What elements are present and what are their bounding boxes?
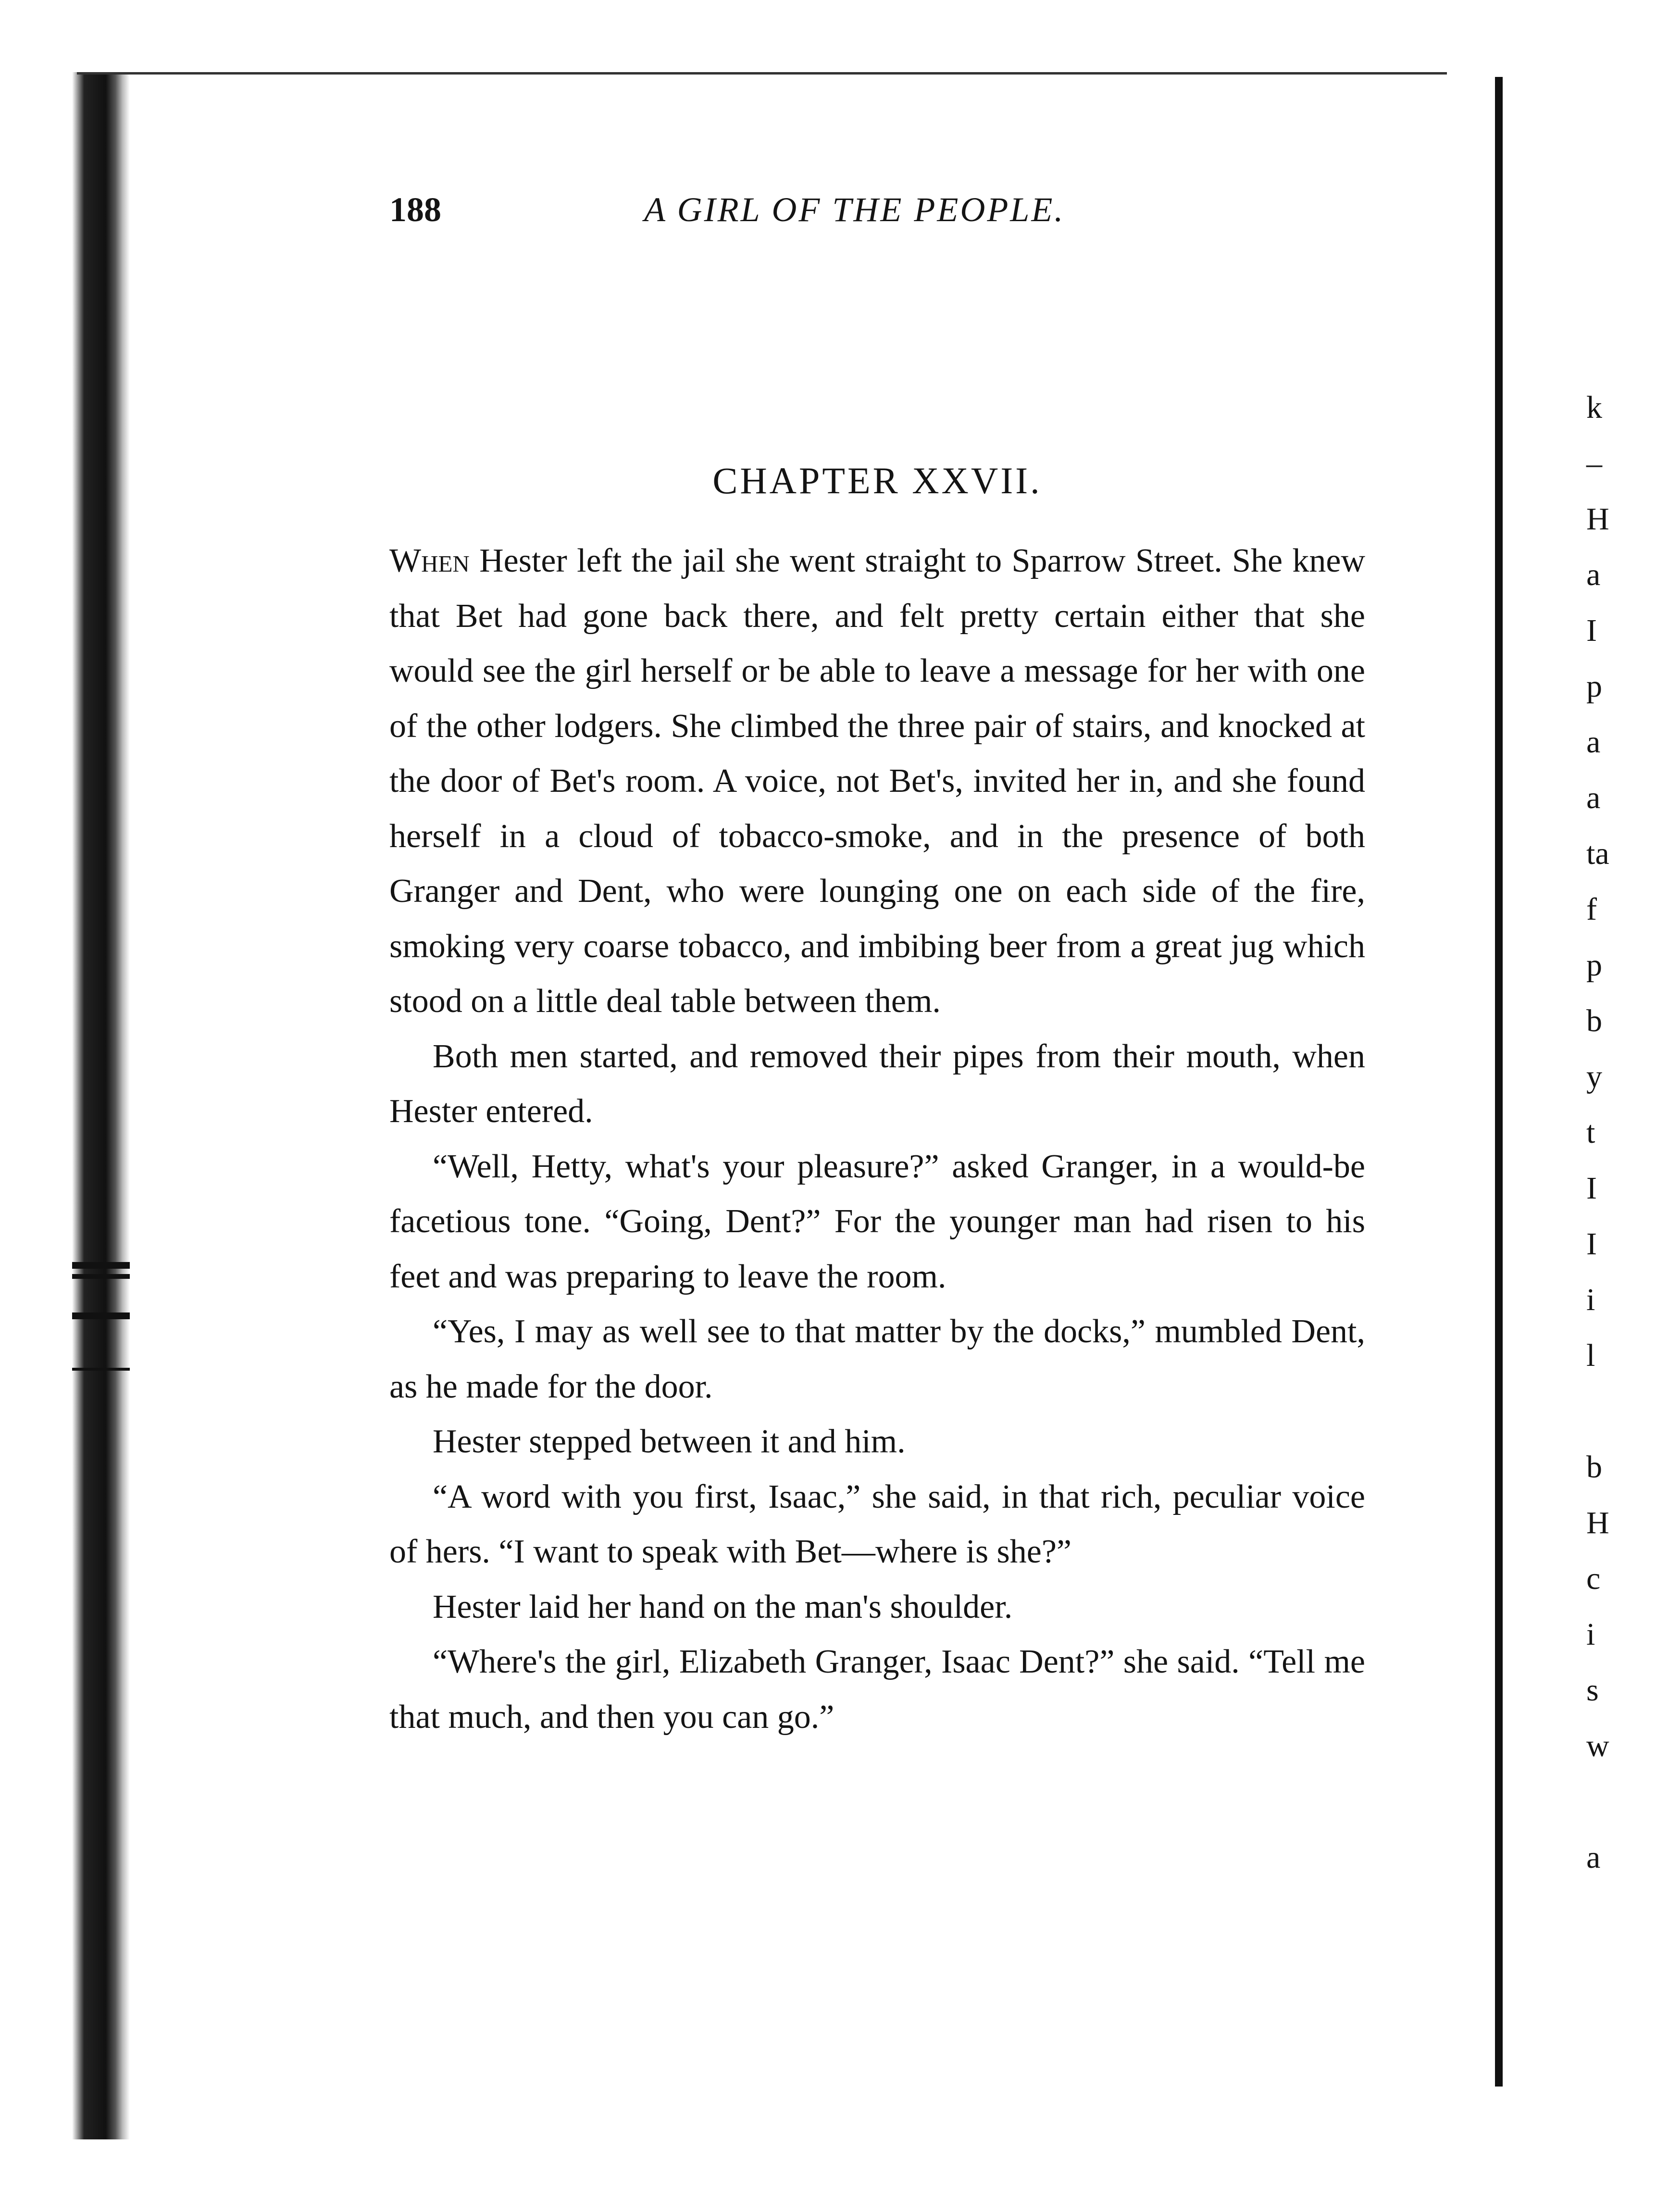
running-title: A GIRL OF THE PEOPLE. (644, 190, 1065, 229)
paragraph: “Well, Hetty, what's your pleasure?” asked Granger, in a would-be facetious tone. “Going, Dent?” For the younger man had risen to his feet and was preparing to leave the room. (389, 1148, 1365, 1295)
binding-mark (72, 1262, 130, 1269)
next-page-fragment: – (1586, 446, 1602, 481)
chapter-title: CHAPTER XXVII. (712, 460, 1042, 501)
next-page-fragments (1586, 380, 1644, 1886)
next-page-fragment: H (1586, 1505, 1609, 1540)
next-page-fragment: I (1586, 1171, 1597, 1206)
gutter-rule (1495, 77, 1503, 2087)
paragraph-text: Hester left the jail she went straight to Sparrow Street. She knew that Bet had gone back there, and felt pretty certain either that she would see the girl herself or be able to leave a message for her with one of the other lodgers. She climbed the three pair of stairs, and knocked at the door of Bet's room. A voice, not Bet's, invited her in, and she found herself in a cloud of tobacco-smoke, and in the presence of both Granger and Dent, who were lounging one on each side of the fire, smoking very coarse tobacco, and imbibing beer from a great jug which stood on a little deal table between them. (389, 542, 1365, 1020)
next-page-fragment: y (1586, 1059, 1602, 1094)
paragraph (389, 534, 1365, 1029)
paragraph: “Where's the girl, Elizabeth Granger, Isaac Dent?” she said. “Tell me that much, and then you can go.” (389, 1643, 1365, 1736)
binding-mark (72, 1274, 130, 1279)
next-page-fragment: a (1586, 725, 1601, 760)
next-page-fragment: b (1586, 1450, 1602, 1485)
paragraph-lead-word: When (389, 542, 470, 579)
book-binding-edge (72, 72, 130, 2139)
next-page-fragment: I (1586, 1226, 1597, 1262)
next-page-fragment: a (1586, 557, 1601, 592)
next-page-fragment: I (1586, 613, 1597, 648)
next-page-fragment: f (1586, 892, 1597, 927)
next-page-fragment: H (1586, 501, 1609, 537)
next-page-fragment: k (1586, 390, 1602, 425)
paragraph: “Yes, I may as well see to that matter by the docks,” mumbled Dent, as he made for the door. (389, 1313, 1365, 1405)
next-page-fragment (1586, 1774, 1644, 1830)
next-page-fragment: ta (1586, 836, 1609, 871)
paragraph: Hester laid her hand on the man's shoulder. (433, 1588, 1013, 1625)
binding-mark (72, 1312, 130, 1319)
next-page-fragment: b (1586, 1003, 1602, 1038)
next-page-fragment: a (1586, 780, 1601, 815)
next-page-fragment: p (1586, 948, 1602, 983)
running-head (389, 190, 1360, 243)
next-page-fragment (1586, 1384, 1644, 1439)
next-page-fragment: s (1586, 1673, 1599, 1708)
next-page-fragment: c (1586, 1561, 1601, 1596)
next-page-fragment: w (1586, 1728, 1609, 1763)
binding-mark (72, 1368, 130, 1371)
page-number: 188 (389, 190, 441, 229)
next-page-fragment: t (1586, 1115, 1595, 1150)
page-top-edge (77, 72, 1447, 75)
next-page-fragment: i (1586, 1617, 1595, 1652)
paragraph: “A word with you first, Isaac,” she said, in that rich, peculiar voice of hers. “I want to speak with Bet—where is she?” (389, 1478, 1365, 1570)
next-page-fragment: i (1586, 1282, 1595, 1317)
next-page-fragment: p (1586, 669, 1602, 704)
paragraph: Hester stepped between it and him. (433, 1423, 906, 1460)
chapter-body (389, 534, 1365, 1745)
paragraph: Both men started, and removed their pipes from their mouth, when Hester entered. (389, 1037, 1365, 1130)
next-page-fragment: l (1586, 1338, 1595, 1373)
next-page-fragment: a (1586, 1840, 1601, 1875)
